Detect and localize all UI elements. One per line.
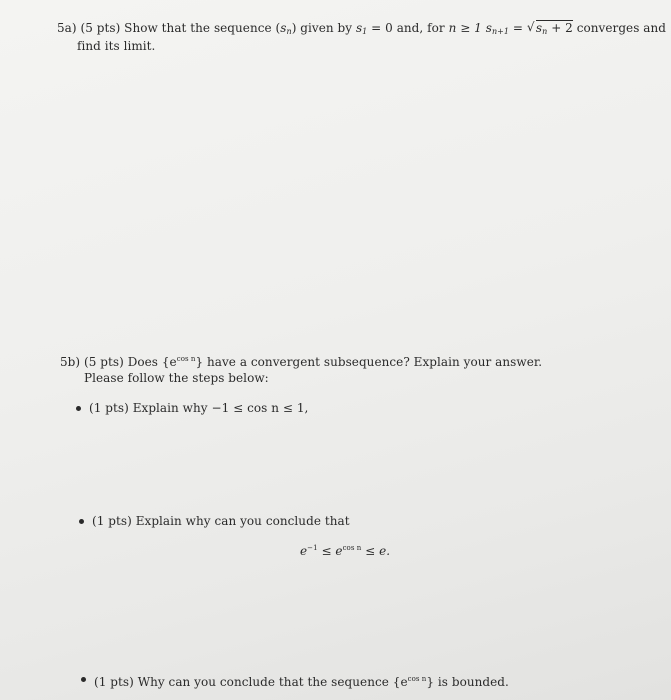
problem-5b-prefix: 5b) (5 pts) Does {e <box>60 355 177 369</box>
bullet-1-cos: cos n <box>247 401 279 415</box>
problem-5b-instructions: Please follow the steps below: <box>84 371 269 385</box>
s1-subscript: 1 <box>362 27 368 36</box>
ineq-e1: e <box>300 544 308 558</box>
problem-5b-exponent: cos n <box>176 355 196 363</box>
s1-equals-zero: = 0 and, for <box>367 21 449 35</box>
problem-5a-prefix: 5a) (5 pts) Show that the sequence ( <box>57 21 281 35</box>
problem-5a-find-limit: find its limit. <box>77 39 156 53</box>
bullet-1-dot <box>76 406 81 411</box>
radicand <box>536 20 573 39</box>
bullet-3-suffix: } is bounded. <box>426 675 509 689</box>
ineq-leq1: ≤ e <box>317 544 343 558</box>
ineq-leq2: ≤ e. <box>361 544 391 558</box>
n-geq-one: n ≥ 1 <box>448 21 486 35</box>
problem-5b-line-2 <box>84 370 269 386</box>
snp1-subscript: n+1 <box>491 27 510 36</box>
bullet-3-exponent: cos n <box>407 675 427 683</box>
seq-subscript: n <box>286 27 292 36</box>
snp1-symbol: s <box>485 21 492 35</box>
ineq-e1-exponent: −1 <box>307 544 318 552</box>
sqrt-expression <box>527 20 573 39</box>
bullet-1-suffix: ≤ 1, <box>279 401 309 415</box>
problem-5a-line-2 <box>77 38 155 54</box>
bullet-2-prefix: (1 pts) Explain why can you conclude that <box>92 514 350 528</box>
problem-5a-line-1 <box>57 20 666 40</box>
problem-5b-question: } have a convergent subsequence? Explain your answer. <box>195 355 543 369</box>
bullet-1-prefix: (1 pts) Explain why −1 ≤ <box>89 401 248 415</box>
problem-5b-line-1 <box>60 351 542 370</box>
equals-sign: = <box>509 21 527 35</box>
radicand-s: s <box>535 21 543 35</box>
inequality-display <box>300 540 390 559</box>
seq-symbol: s <box>280 21 287 35</box>
bullet-3-text <box>94 671 509 690</box>
bullet-1-text <box>89 400 308 416</box>
bullet-2-dot <box>79 519 84 524</box>
radicand-plus-two: + 2 <box>547 21 573 35</box>
problem-5a-converges: converges and <box>572 21 666 35</box>
bullet-3-dot <box>81 677 86 682</box>
radicand-subscript: n <box>542 27 548 36</box>
problem-5a-given-by: ) given by <box>291 21 356 35</box>
ineq-e2-exponent: cos n <box>342 544 362 552</box>
bullet-2-text <box>92 513 350 529</box>
bullet-3-prefix: (1 pts) Why can you conclude that the sequence {e <box>94 675 408 689</box>
s1-symbol: s <box>355 21 363 35</box>
